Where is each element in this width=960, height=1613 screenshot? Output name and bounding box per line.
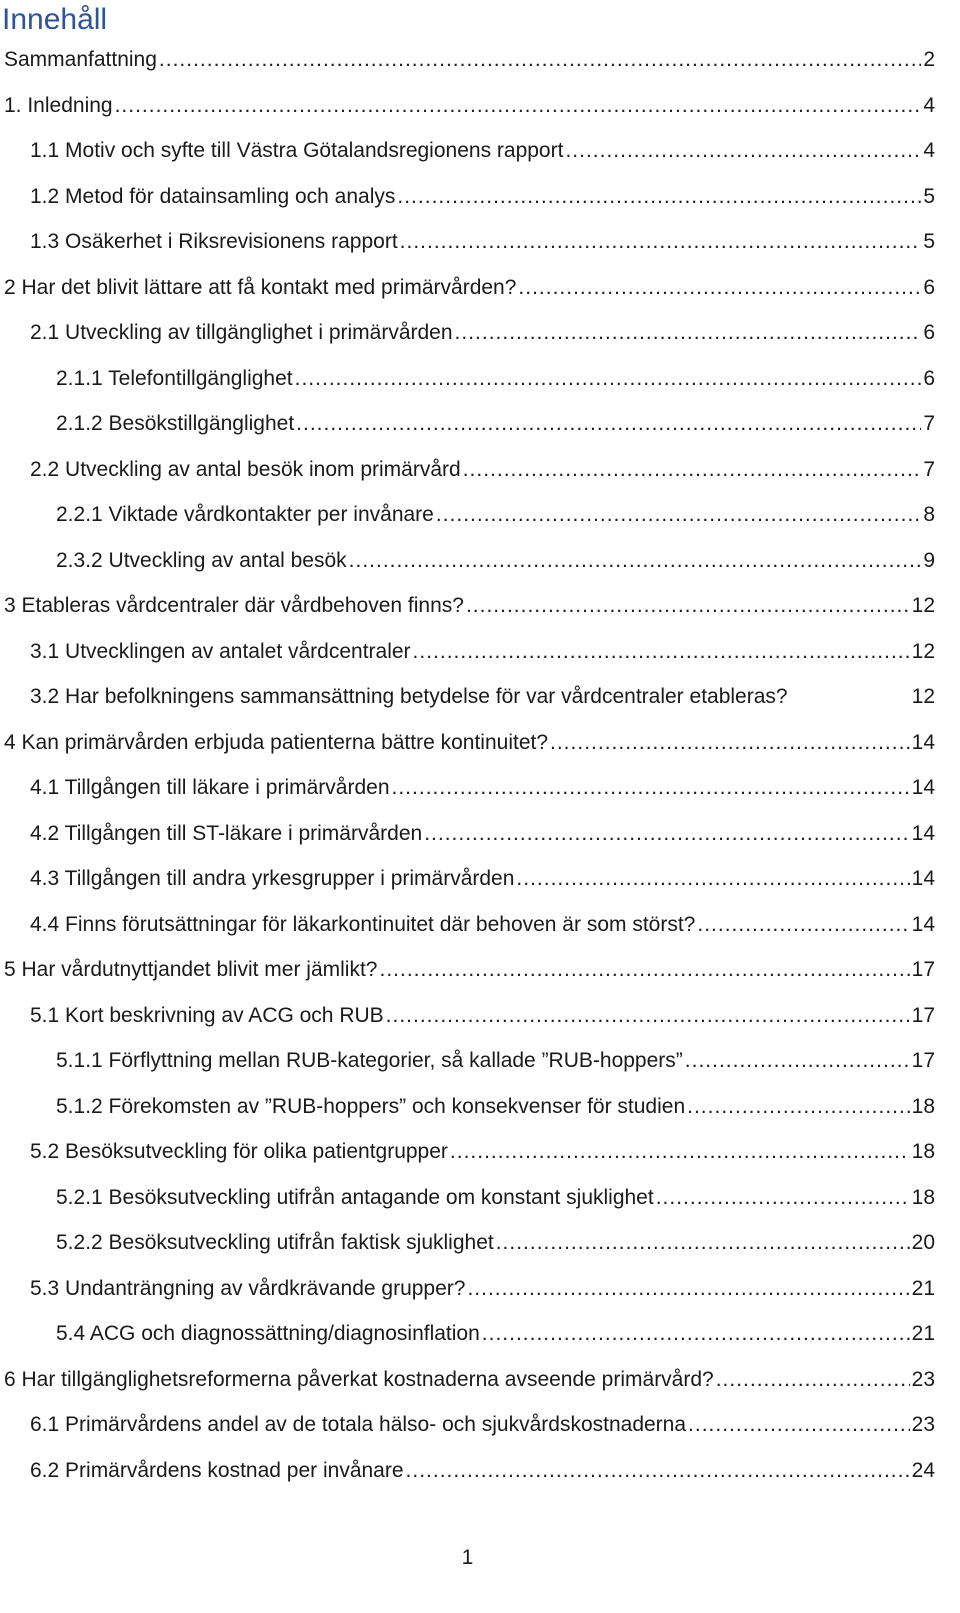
toc-dot-leader	[518, 273, 921, 303]
toc-entry[interactable]	[30, 773, 935, 803]
toc-entry-title: 6.1 Primärvårdens andel av de totala hälso- och sjukvårdskostnaderna	[30, 1413, 687, 1436]
toc-entry-title: 4.4 Finns förutsättningar för läkarkontinuitet där behoven är som störst?	[30, 912, 696, 936]
toc-entry[interactable]	[4, 45, 935, 75]
toc-entry-title: 3.2 Har befolkningens sammansättning betydelse för var vårdcentraler etableras?	[30, 685, 788, 708]
page-number: 1	[461, 1546, 474, 1569]
toc-dot-leader	[688, 1410, 910, 1440]
toc-entry-page: 18	[911, 1094, 935, 1118]
toc-entry-page: 14	[911, 776, 935, 799]
toc-entry[interactable]	[30, 318, 935, 348]
toc-dot-leader	[386, 1001, 910, 1031]
toc-dot-leader	[450, 1137, 910, 1167]
toc-dot-leader	[463, 455, 922, 485]
toc-entry[interactable]	[30, 682, 935, 712]
toc-dot-leader	[392, 773, 910, 803]
toc-entry[interactable]	[56, 1228, 935, 1258]
toc-dot-leader	[424, 819, 909, 849]
toc-entry-page: 12	[911, 594, 935, 617]
toc-entry[interactable]	[56, 364, 935, 394]
toc-entry[interactable]	[30, 136, 935, 166]
toc-entry-title: 2.2.1 Viktade vårdkontakter per invånare	[56, 503, 434, 526]
toc-entry-title: 4.3 Tillgången till andra yrkesgrupper i primärvården	[30, 867, 515, 890]
toc-entry[interactable]	[56, 409, 935, 439]
toc-entry-page: 12	[911, 639, 935, 663]
toc-entry[interactable]	[4, 91, 935, 121]
toc-entry-title: 5.1.1 Förflyttning mellan RUB-kategorier, så kallade ”RUB-hoppers”	[56, 1049, 683, 1072]
toc-entry[interactable]	[30, 864, 935, 894]
toc-entry-page: 14	[911, 912, 935, 936]
toc-entry[interactable]	[56, 1046, 935, 1076]
toc-entry-title: 2.1 Utveckling av tillgänglighet i primärvården	[30, 321, 453, 344]
toc-entry[interactable]	[30, 637, 935, 667]
toc-entry-page: 14	[911, 867, 935, 890]
toc-dot-leader	[115, 91, 922, 121]
toc-entry-page: 6	[923, 366, 935, 390]
toc-entry-page: 4	[923, 93, 935, 117]
toc-entry-page: 7	[923, 412, 935, 435]
toc-entry[interactable]	[56, 1319, 935, 1349]
toc-entry-page: 21	[911, 1276, 935, 1300]
toc-entry-page: 5	[923, 184, 935, 208]
toc-entry-title: 4.1 Tillgången till läkare i primärvården	[30, 776, 390, 799]
toc-dot-leader	[687, 1092, 910, 1122]
toc-entry-page: 9	[923, 548, 935, 572]
toc-dot-leader	[296, 409, 921, 439]
toc-entry[interactable]	[4, 591, 935, 621]
toc-entry-page: 20	[911, 1231, 935, 1254]
toc-entry-page: 18	[911, 1185, 935, 1209]
toc-dot-leader	[379, 955, 909, 985]
toc-dot-leader	[716, 1365, 910, 1395]
toc-dot-leader	[349, 546, 922, 576]
toc-entry-title: 2.3.2 Utveckling av antal besök	[56, 548, 347, 572]
toc-dot-leader	[159, 45, 921, 75]
toc-entry-title: 5.2.2 Besöksutveckling utifrån faktisk sjuklighet	[56, 1231, 494, 1254]
toc-entry[interactable]	[30, 910, 935, 940]
toc-dot-leader	[397, 182, 921, 212]
toc-entry[interactable]	[30, 227, 935, 257]
toc-entry-title: 4.2 Tillgången till ST-läkare i primärvården	[30, 821, 423, 845]
toc-entry[interactable]	[56, 1183, 935, 1213]
toc-entry-page: 8	[923, 503, 935, 526]
toc-entry-page: 4	[923, 139, 935, 162]
toc-dot-leader	[516, 864, 909, 894]
toc-entry[interactable]	[4, 1365, 935, 1395]
toc-entry-page: 14	[911, 730, 935, 754]
toc-dot-leader	[697, 910, 909, 940]
toc-entry[interactable]	[56, 546, 935, 576]
toc-dot-leader	[550, 728, 910, 758]
toc-dot-leader	[400, 227, 922, 257]
toc-entry-title: 1. Inledning	[4, 93, 113, 117]
toc-entry-page: 7	[923, 457, 935, 481]
toc-entry-title: 5 Har vårdutnyttjandet blivit mer jämlikt?	[4, 958, 378, 981]
toc-dot-leader	[295, 364, 922, 394]
toc-entry-title: 3.1 Utvecklingen av antalet vårdcentraler	[30, 639, 411, 663]
toc-entry[interactable]	[30, 455, 935, 485]
toc-entry[interactable]	[56, 500, 935, 530]
toc-dot-leader	[466, 591, 910, 621]
toc-entry-title: 5.2.1 Besöksutveckling utifrån antagande om konstant sjuklighet	[56, 1185, 654, 1209]
toc-entry[interactable]	[30, 182, 935, 212]
toc-entry[interactable]	[30, 1410, 935, 1440]
toc-entry-title: 5.3 Undanträngning av vårdkrävande grupper?	[30, 1276, 466, 1300]
toc-dot-leader	[467, 1274, 909, 1304]
toc-entry-title: 1.3 Osäkerhet i Riksrevisionens rapport	[30, 230, 398, 253]
toc-dot-leader	[496, 1228, 910, 1258]
toc-entry-page: 18	[911, 1140, 935, 1163]
toc-entry-title: 2.1.1 Telefontillgänglighet	[56, 366, 293, 390]
toc-entry-page: 12	[911, 685, 935, 708]
toc-entry[interactable]	[30, 1001, 935, 1031]
toc-entry-title: 6 Har tillgänglighetsreformerna påverkat kostnaderna avseende primärvård?	[4, 1367, 714, 1391]
toc-entry-page: 5	[923, 230, 935, 253]
toc-entry[interactable]	[4, 955, 935, 985]
toc-entry-title: 5.2 Besöksutveckling för olika patientgrupper	[30, 1140, 448, 1163]
toc-entry-title: 1.2 Metod för datainsamling och analys	[30, 184, 396, 208]
toc-heading: Innehåll	[2, 3, 108, 36]
toc-entry-page: 2	[923, 48, 935, 71]
toc-entry-page: 6	[923, 275, 935, 299]
toc-entry-page: 14	[911, 821, 935, 845]
toc-entry[interactable]	[4, 273, 935, 303]
toc-entry-page: 6	[923, 321, 935, 344]
toc-entry[interactable]	[30, 1274, 935, 1304]
toc-entry[interactable]	[30, 1456, 935, 1486]
toc-dot-leader	[413, 637, 910, 667]
toc-dot-leader	[436, 500, 921, 530]
toc-entry-title: 6.2 Primärvårdens kostnad per invånare	[30, 1458, 404, 1482]
toc-entry-title: 5.4 ACG och diagnossättning/diagnosinflation	[56, 1322, 480, 1345]
toc-entry-page: 17	[911, 958, 935, 981]
toc-entry-title: 2.2 Utveckling av antal besök inom primärvård	[30, 457, 461, 481]
toc-entry[interactable]	[4, 728, 935, 758]
toc-dot-leader	[482, 1319, 910, 1349]
toc-entry-page: 23	[911, 1367, 935, 1391]
toc-dot-leader	[656, 1183, 910, 1213]
toc-dot-leader	[406, 1456, 910, 1486]
toc-entry[interactable]	[30, 819, 935, 849]
toc-entry-title: 4 Kan primärvården erbjuda patienterna bättre kontinuitet?	[4, 730, 549, 754]
toc-entry-title: 5.1.2 Förekomsten av ”RUB-hoppers” och konsekvenser för studien	[56, 1094, 686, 1118]
toc-dot-leader	[685, 1046, 910, 1076]
toc-entry[interactable]	[56, 1092, 935, 1122]
toc-entry-page: 23	[911, 1413, 935, 1436]
toc-dot-leader	[455, 318, 922, 348]
toc-entry-page: 24	[911, 1458, 935, 1482]
toc-entry-title: 5.1 Kort beskrivning av ACG och RUB	[30, 1003, 384, 1027]
toc-entry-title: 1.1 Motiv och syfte till Västra Götalandsregionens rapport	[30, 139, 564, 162]
toc-entry-title: 2.1.2 Besökstillgänglighet	[56, 412, 295, 435]
toc-entry-page: 21	[911, 1322, 935, 1345]
toc-entry-title: 3 Etableras vårdcentraler där vårdbehoven finns?	[4, 594, 464, 617]
toc-entry-title: Sammanfattning	[4, 48, 157, 71]
toc-entry[interactable]	[30, 1137, 935, 1167]
toc-entry-page: 17	[911, 1049, 935, 1072]
toc-entry-page: 17	[911, 1003, 935, 1027]
toc-entry-title: 2 Har det blivit lättare att få kontakt med primärvården?	[4, 275, 517, 299]
toc-dot-leader	[565, 136, 921, 166]
